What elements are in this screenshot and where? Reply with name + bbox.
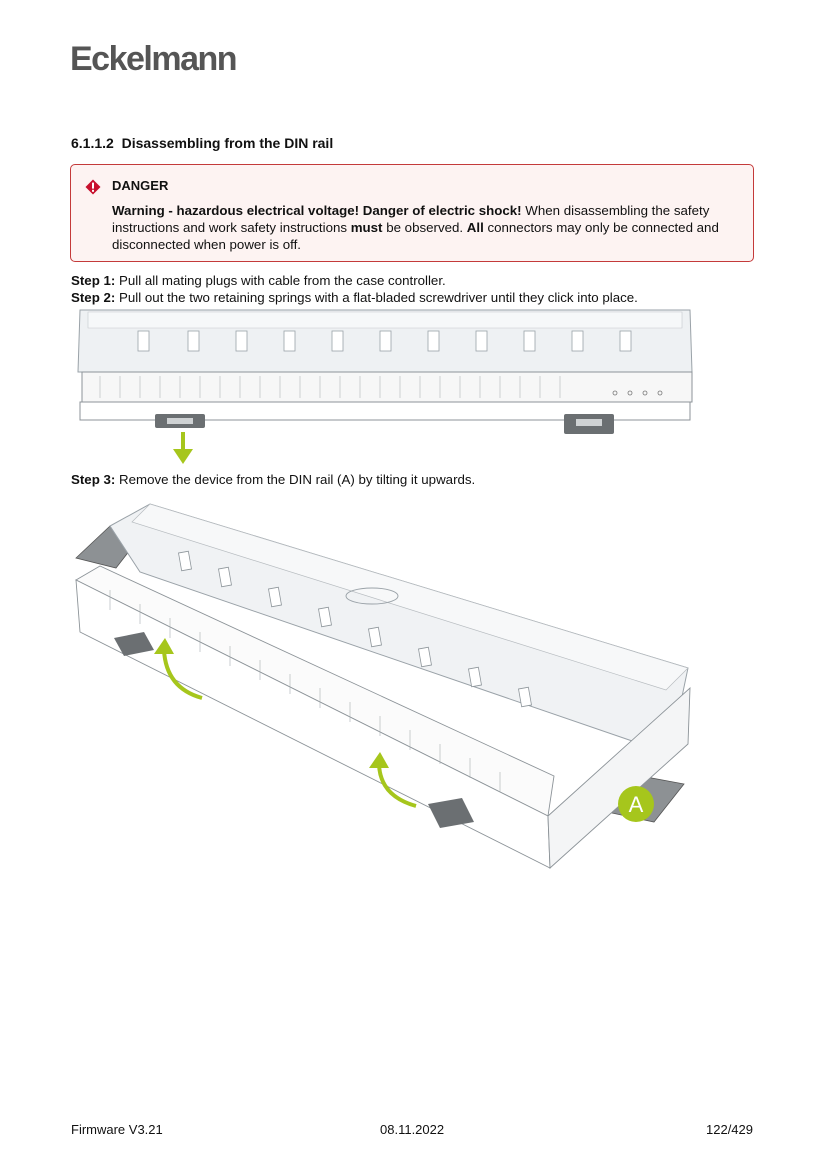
footer-firmware: Firmware V3.21 <box>71 1122 163 1137</box>
footer-page-number: 122/429 <box>706 1122 753 1137</box>
step-2: Step 2: Pull out the two retaining springs with a flat-bladed screwdriver until they click into place. <box>71 290 638 305</box>
step-1: Step 1: Pull all mating plugs with cable from the case controller. <box>71 273 446 288</box>
eckelmann-logo: Eckelmann <box>70 40 237 78</box>
section-heading <box>71 135 333 151</box>
section-number: 6.1.1.2 <box>71 135 114 151</box>
warning-diamond-icon <box>85 179 101 195</box>
danger-title: DANGER <box>112 178 169 193</box>
figure-controller-tilt <box>70 492 710 876</box>
step-3: Step 3: Remove the device from the DIN rail (A) by tilting it upwards. <box>71 472 476 487</box>
section-title: Disassembling from the DIN rail <box>121 135 334 151</box>
danger-text: Warning - hazardous electrical voltage! Danger of electric shock! When disassembling the safety instructions and work safety instructions must be observed. All connectors may only be connected and disconnected when power is off. <box>112 203 719 252</box>
danger-callout <box>70 164 754 262</box>
footer-date: 08.11.2022 <box>380 1122 445 1137</box>
rail-label-a: A <box>628 792 644 817</box>
figure-controller-front <box>70 306 700 468</box>
